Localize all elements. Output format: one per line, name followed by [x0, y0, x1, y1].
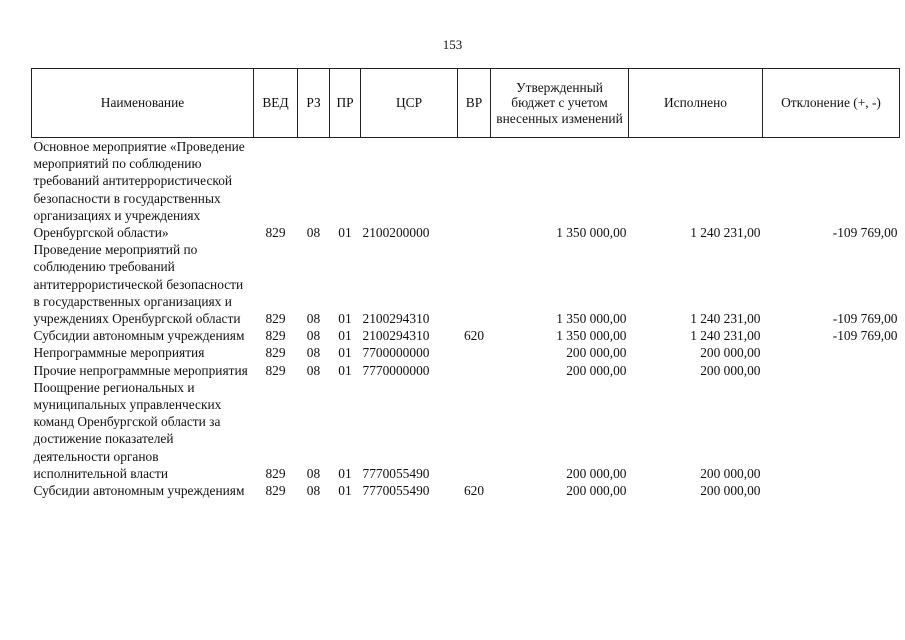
- table-row: [32, 327, 900, 344]
- row-ved: 829: [265, 345, 286, 361]
- row-vr: [458, 344, 491, 361]
- header-row: [32, 69, 900, 138]
- row-executed: 200 000,00: [700, 465, 761, 481]
- row-csr: 7770000000: [362, 362, 430, 378]
- row-pr: 01: [338, 311, 352, 327]
- header-csr: ЦСР: [361, 69, 458, 138]
- header-ved: ВЕД: [254, 69, 298, 138]
- row-ved: 829: [265, 225, 286, 241]
- row-name: Непрограммные мероприятия: [33, 345, 205, 361]
- row-pr: 01: [338, 483, 352, 499]
- row-vr: [458, 241, 491, 327]
- row-executed: 200 000,00: [700, 345, 761, 361]
- row-vr: [458, 379, 491, 482]
- row-approved: 200 000,00: [566, 362, 627, 378]
- row-deviation: -109 769,00: [832, 311, 898, 327]
- row-name: Основное мероприятие «Проведение мероприятий по соблюдению требований антитеррористической безопасности в государственных организациях и учреждениях Оренбургской области»: [33, 139, 245, 241]
- row-csr: 2100294310: [362, 311, 430, 327]
- row-rz: 08: [306, 362, 321, 378]
- row-approved: 1 350 000,00: [556, 225, 627, 241]
- row-pr: 01: [338, 465, 352, 481]
- row-rz: 08: [306, 225, 321, 241]
- row-approved: 1 350 000,00: [556, 328, 627, 344]
- row-rz: 08: [306, 483, 321, 499]
- row-approved: 200 000,00: [566, 345, 627, 361]
- row-pr: 01: [338, 362, 352, 378]
- row-pr: 01: [338, 225, 352, 241]
- row-approved: 200 000,00: [566, 465, 627, 481]
- row-name: Прочие непрограммные мероприятия: [33, 362, 248, 378]
- header-deviation: Отклонение (+, -): [763, 69, 900, 138]
- row-rz: 08: [306, 311, 321, 327]
- table-row: [32, 379, 900, 482]
- table-row: [32, 241, 900, 327]
- row-vr: 620: [463, 483, 485, 499]
- table-row: [32, 362, 900, 379]
- row-pr: 01: [338, 345, 352, 361]
- row-vr: [458, 362, 491, 379]
- row-ved: 829: [265, 465, 286, 481]
- row-executed: 1 240 231,00: [690, 225, 761, 241]
- row-name: Поощрение региональных и муниципальных управленческих команд Оренбургской области за достижение показателей деятельности органов исполнительной власти: [33, 379, 222, 481]
- row-name: Субсидии автономным учреждениям: [33, 483, 245, 499]
- row-csr: 2100294310: [362, 328, 430, 344]
- row-deviation: [763, 482, 900, 499]
- row-vr: 620: [463, 328, 485, 344]
- page-number: 153: [442, 37, 463, 52]
- header-rz: РЗ: [298, 69, 330, 138]
- row-deviation: -109 769,00: [832, 328, 898, 344]
- table-row: [32, 344, 900, 361]
- row-executed: 1 240 231,00: [690, 311, 761, 327]
- row-executed: 200 000,00: [700, 483, 761, 499]
- row-rz: 08: [306, 328, 321, 344]
- table-row: [32, 482, 900, 499]
- row-deviation: -109 769,00: [832, 225, 898, 241]
- row-approved: 1 350 000,00: [556, 311, 627, 327]
- row-csr: 7770055490: [362, 483, 430, 499]
- header-approved: Утвержденный бюджет с учетом внесенных изменений: [491, 69, 629, 138]
- row-ved: 829: [265, 362, 286, 378]
- row-name: Субсидии автономным учреждениям: [33, 328, 245, 344]
- header-name: Наименование: [32, 69, 254, 138]
- row-rz: 08: [306, 345, 321, 361]
- row-deviation: [763, 362, 900, 379]
- row-ved: 829: [265, 328, 286, 344]
- budget-execution-table: [31, 68, 900, 499]
- table-row: [32, 138, 900, 242]
- row-vr: [458, 138, 491, 242]
- row-deviation: [763, 379, 900, 482]
- row-executed: 1 240 231,00: [690, 328, 761, 344]
- row-ved: 829: [265, 311, 286, 327]
- row-executed: 200 000,00: [700, 362, 761, 378]
- header-vr: ВР: [458, 69, 491, 138]
- row-ved: 829: [265, 483, 286, 499]
- row-csr: 7770055490: [362, 465, 430, 481]
- row-name: Проведение мероприятий по соблюдению требований антитеррористической безопасности в государственных организациях и учреждениях Оренбургской области: [33, 242, 244, 327]
- header-pr: ПР: [330, 69, 361, 138]
- row-deviation: [763, 344, 900, 361]
- row-pr: 01: [338, 328, 352, 344]
- row-csr: 7700000000: [362, 345, 430, 361]
- row-approved: 200 000,00: [566, 483, 627, 499]
- row-csr: 2100200000: [362, 225, 430, 241]
- header-executed: Исполнено: [629, 69, 763, 138]
- row-rz: 08: [306, 465, 321, 481]
